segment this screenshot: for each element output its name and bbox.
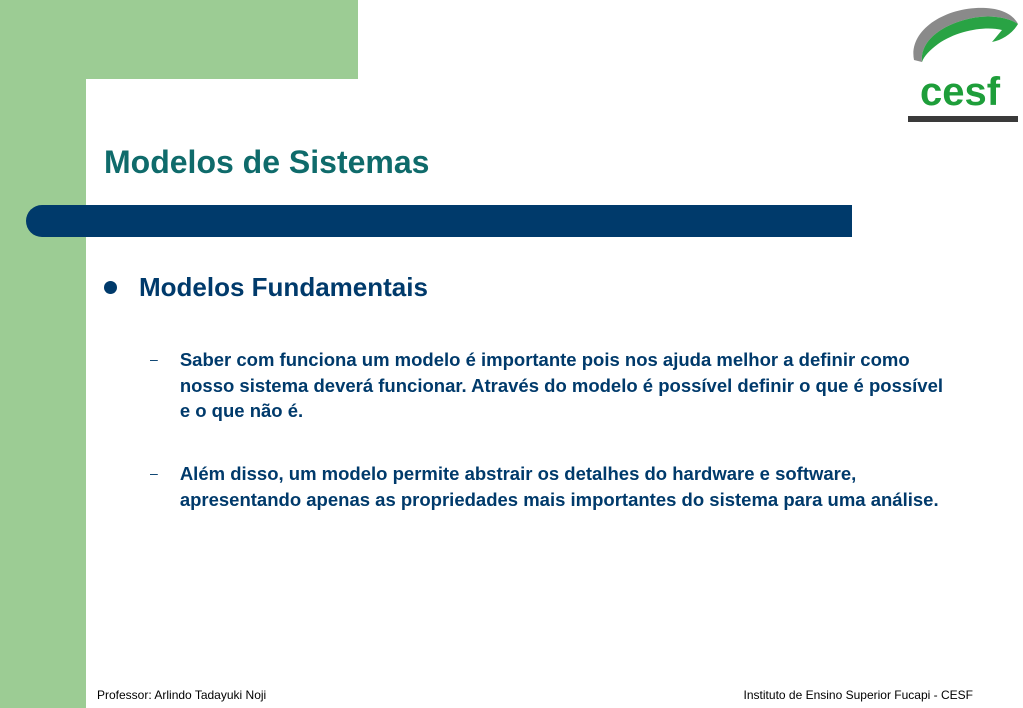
footer-professor: Professor: Arlindo Tadayuki Noji <box>97 688 267 702</box>
green-frame-left <box>0 0 86 708</box>
dash-marker: – <box>150 351 158 367</box>
bullet-item <box>104 272 428 303</box>
cesf-logo <box>906 0 1020 124</box>
title-underline-bar <box>26 205 852 237</box>
sub-item <box>150 347 950 424</box>
slide-title: Modelos de Sistemas <box>104 144 430 180</box>
content-corner <box>86 79 206 199</box>
dash-marker: – <box>150 465 158 481</box>
sub-item-text: Saber com funciona um modelo é importante pois nos ajuda melhor a definir como nosso sistema deverá funcionar. Através do modelo é possível definir o que é possível e o que não é. <box>179 349 944 421</box>
logo-text: cesf <box>920 70 1001 114</box>
sub-item-text: Além disso, um modelo permite abstrair os detalhes do hardware e software, apresentando apenas as propriedades mais importantes do sistema para uma análise. <box>179 463 939 510</box>
sub-item <box>150 461 950 512</box>
footer-institution: Instituto de Ensino Superior Fucapi - CESF <box>743 688 973 702</box>
bullet-dot-icon <box>104 281 117 294</box>
bullet-text: Modelos Fundamentais <box>139 272 428 302</box>
